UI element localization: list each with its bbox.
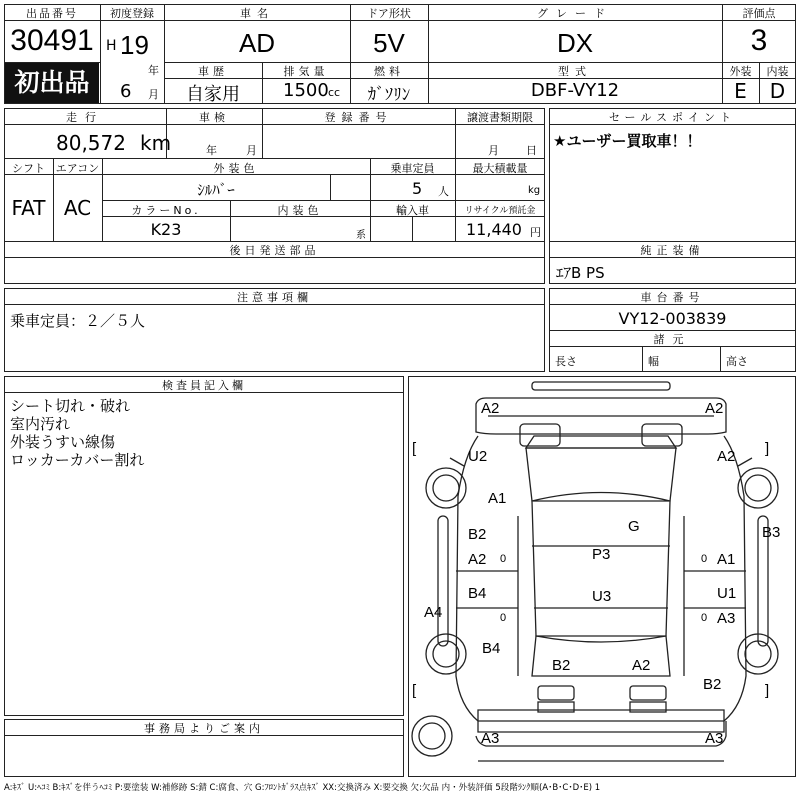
fuel-label: 燃料 [374, 65, 404, 78]
inspection-month-unit: 月 [246, 144, 257, 157]
first-reg-month: 6 [120, 81, 132, 102]
length-label: 長さ [555, 355, 577, 368]
ext-grade: E [734, 79, 747, 103]
bracket-right-1: ] [765, 440, 770, 457]
dmg-a2-left: A2 [468, 551, 487, 568]
sales-point-box [549, 108, 796, 242]
model: DBF-VY12 [530, 80, 620, 101]
inspection-year-unit: 年 [206, 144, 217, 157]
dims-label: 諸元 [653, 333, 692, 346]
door-label: ドア形状 [367, 7, 411, 20]
import-label: 輸入車 [396, 204, 429, 217]
first-listing-badge: 初出品 [5, 63, 99, 103]
load-unit: kg [528, 185, 541, 196]
recycle-unit: 円 [530, 226, 541, 239]
ext-label: 外装 [729, 65, 752, 78]
bracket-left-2: [ [412, 682, 417, 699]
caution-text: 乗車定員：２／５人 [10, 312, 146, 330]
mileage-label: 走行 [66, 111, 104, 124]
inspector-label: 検査員記入欄 [162, 379, 246, 392]
chassis-number: VY12-003839 [618, 309, 727, 328]
year-unit: 年 [148, 64, 159, 77]
aircon-label: エアコン [55, 162, 100, 175]
score-label: 評価点 [742, 7, 776, 20]
dmg-a1-right: A1 [717, 551, 736, 568]
transfer-label: 譲渡書類期限 [467, 111, 533, 124]
sales-point-label: セールスポイント [608, 111, 736, 124]
history-label: 車歴 [198, 65, 228, 78]
dmg-g-windshield: G [628, 518, 640, 535]
dmg-front-right: A2 [705, 400, 724, 417]
office-label: 事務局よりご案内 [144, 722, 264, 735]
history: 自家用 [186, 84, 240, 105]
dmg-p3-roof: P3 [592, 546, 611, 563]
sales-point: ★ユーザー買取車！！ [553, 132, 702, 150]
later-parts-label: 後日発送部品 [229, 244, 320, 257]
door-type: 5V [373, 28, 405, 58]
color-label: 外装色 [213, 162, 259, 175]
score: 3 [750, 24, 768, 57]
dmg-b4-left: B4 [468, 585, 487, 602]
dmg-a1-hood: A1 [488, 490, 507, 507]
regno-label: 登録番号 [324, 111, 393, 124]
inspection-label: 車検 [199, 111, 229, 124]
caution-label: 注意事項欄 [237, 291, 312, 304]
month-unit: 月 [148, 88, 159, 101]
grade-label: グレード [537, 7, 613, 20]
capacity: 5 [412, 179, 423, 198]
lot-label: 出品番号 [26, 7, 78, 20]
legend: A:ｷｽﾞ U:ﾍｺﾐ B:ｷｽﾞを伴うﾍｺﾐ P:要塗装 W:補修跡 S:錆 C:腐食、穴 G:ﾌﾛﾝﾄｶﾞﾗｽ点ｷｽﾞ XX:交換済み X:要交換 欠:欠品 内・外装評価 5段階ﾗﾝｸ順(A･B･C･D･E) 1 [4, 783, 601, 793]
colorno: K23 [150, 220, 182, 239]
zero-left-1: 0 [500, 553, 507, 565]
inspector-line-2: 室内汚れ [10, 415, 71, 433]
era: H [106, 38, 117, 54]
car-diagram [408, 376, 796, 777]
interior-color-label: 内装色 [277, 204, 323, 217]
dmg-rear-right: A3 [705, 730, 724, 747]
model-label: 型式 [558, 65, 592, 78]
mileage-unit: km [140, 131, 172, 155]
dmg-b2-left: B2 [468, 526, 487, 543]
dmg-b4-bottom: B4 [482, 640, 501, 657]
displacement-label: 排気量 [283, 65, 329, 78]
height-label: 高さ [726, 355, 748, 368]
interior-color-unit: 系 [356, 230, 366, 241]
equipment: ｴｱB PS [556, 264, 605, 282]
load-label: 最大積載量 [472, 162, 528, 175]
int-label: 内装 [766, 65, 789, 78]
dmg-front-left: A2 [481, 400, 500, 417]
fuel: ｶﾞｿﾘﾝ [367, 85, 411, 105]
zero-left-2: 0 [500, 612, 507, 624]
displacement-unit: cc [328, 86, 341, 99]
dmg-a2-front-right: A2 [717, 448, 736, 465]
color: ｼﾙﾊﾞｰ [197, 181, 235, 199]
aircon: AC [63, 196, 92, 220]
inspector-line-4: ロッカーカバー割れ [10, 451, 145, 469]
first-reg-year: 19 [120, 30, 149, 60]
transfer-day-unit: 日 [526, 144, 537, 157]
car-name-label: 車名 [240, 7, 274, 20]
zero-right-2: 0 [701, 612, 708, 624]
shift: FAT [11, 196, 46, 220]
width-label: 幅 [648, 355, 659, 368]
dmg-b3: B3 [762, 524, 781, 541]
zero-right-1: 0 [701, 553, 708, 565]
dmg-rear-left: A3 [481, 730, 500, 747]
first-reg-label: 初度登録 [110, 7, 154, 20]
displacement: 1500 [283, 80, 329, 101]
car-name: AD [238, 28, 276, 58]
inspector-line-3: 外装うすい線傷 [10, 433, 116, 451]
dmg-a2-rear: A2 [632, 657, 651, 674]
capacity-label: 乗車定員 [390, 162, 435, 175]
bracket-right-2: ] [765, 682, 770, 699]
capacity-unit: 人 [438, 185, 449, 198]
shift-label: シフト [12, 162, 45, 175]
dmg-u3-roof: U3 [592, 588, 612, 605]
recycle-label: リサイクル預託金 [464, 206, 536, 216]
transfer-month-unit: 月 [488, 144, 499, 157]
equipment-label: 純正装備 [640, 244, 705, 257]
dmg-u2: U2 [468, 448, 488, 465]
mileage: 80,572 [56, 131, 126, 155]
dmg-a4: A4 [424, 604, 443, 621]
colorno-label: カラーNo. [131, 204, 201, 217]
bracket-left-1: [ [412, 440, 417, 457]
lot-number: 30491 [10, 24, 94, 57]
chassis-label: 車台番号 [640, 291, 705, 304]
int-grade: D [769, 79, 786, 103]
dmg-b2-rear-left: B2 [552, 657, 571, 674]
dmg-u1-right: U1 [717, 585, 737, 602]
grade: DX [556, 28, 594, 58]
inspector-line-1: シート切れ・破れ [10, 397, 131, 415]
recycle-amount: 11,440 [466, 220, 522, 239]
dmg-a3-right: A3 [717, 610, 736, 627]
dmg-b2-rear-right: B2 [703, 676, 722, 693]
